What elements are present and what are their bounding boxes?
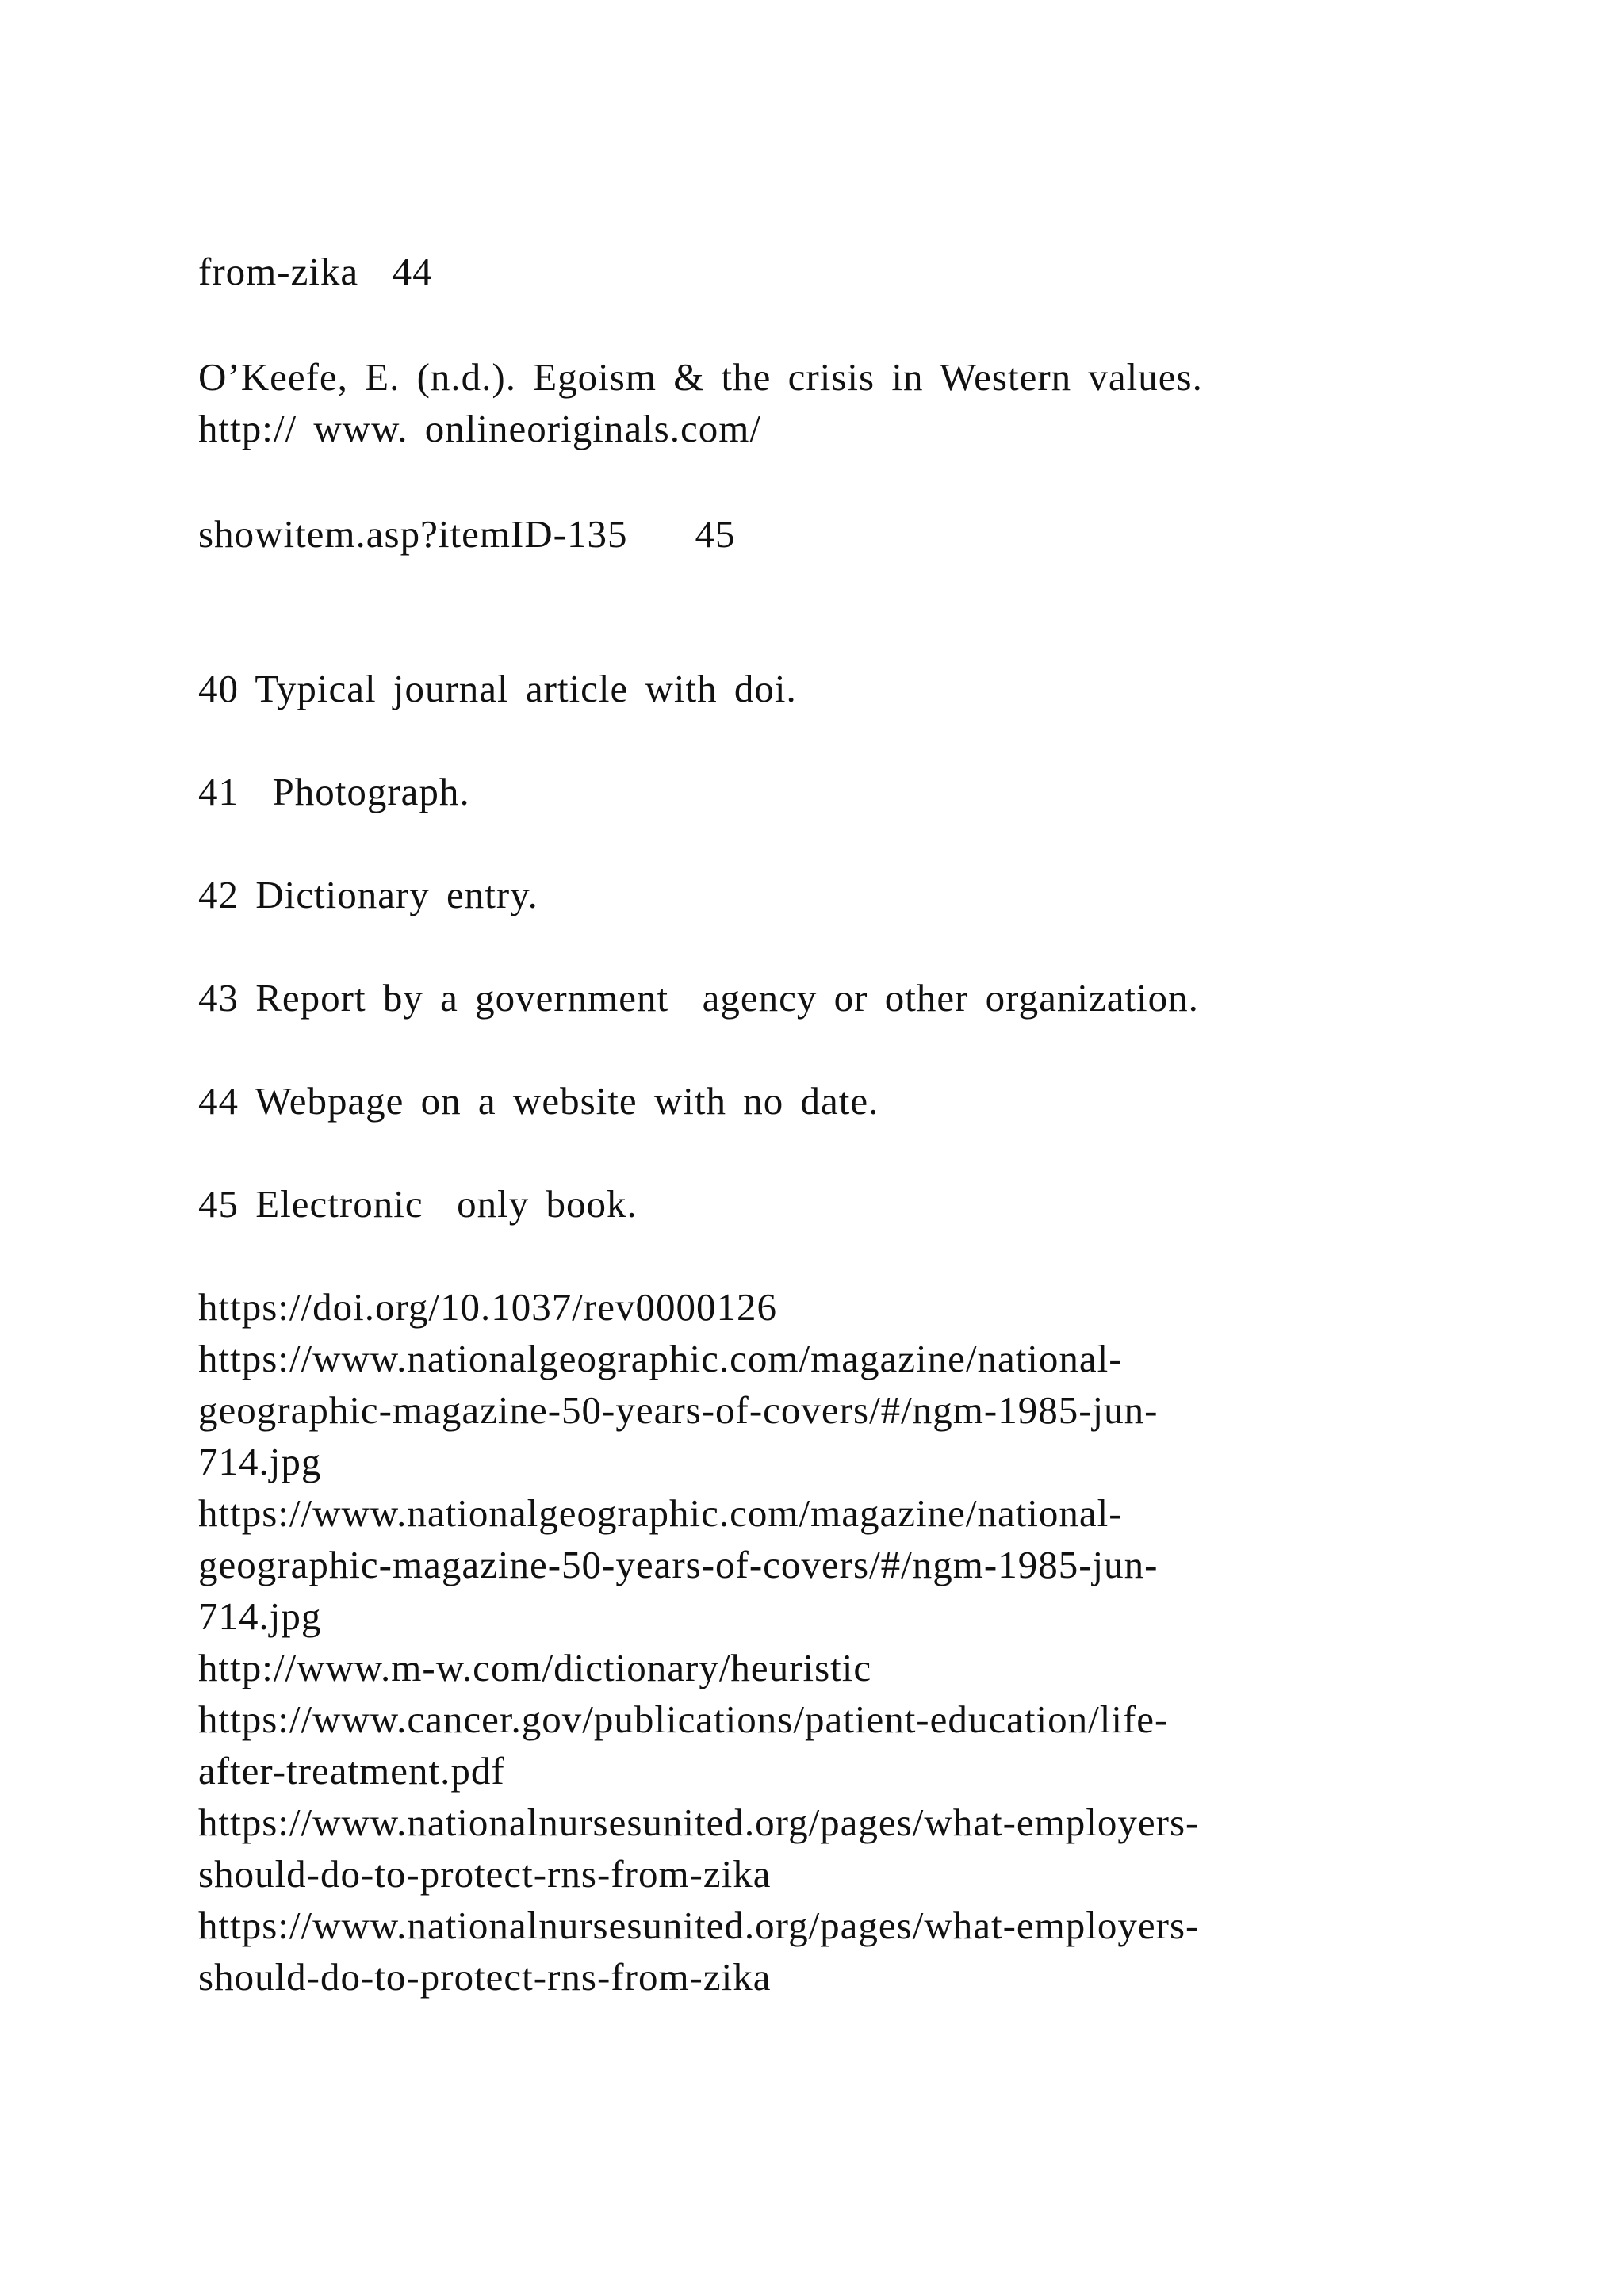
blank-line bbox=[198, 297, 1435, 351]
url-line: 714.jpg bbox=[198, 1440, 322, 1483]
reference-line: O’Keefe, E. (n.d.). Egoism & the crisis in Western values. bbox=[198, 355, 1203, 399]
url-line: https://www.nationalgeographic.com/magazine/national- bbox=[198, 1491, 1123, 1535]
url-line: https://doi.org/10.1037/rev0000126 bbox=[198, 1285, 777, 1329]
url-line: geographic-magazine-50-years-of-covers/#/ngm-1985-jun- bbox=[198, 1543, 1159, 1586]
reference-url-line: http:// www. onlineoriginals.com/ bbox=[198, 407, 761, 450]
section-gap bbox=[198, 560, 1435, 663]
url-list bbox=[198, 1281, 1435, 2003]
url-line: should-do-to-protect-rns-from-zika bbox=[198, 1955, 772, 1999]
url-line: https://www.nationalgeographic.com/magazine/national- bbox=[198, 1337, 1123, 1380]
note-41: 41 Photograph. bbox=[198, 770, 470, 813]
url-line: should-do-to-protect-rns-from-zika bbox=[198, 1852, 772, 1896]
url-line: 714.jpg bbox=[198, 1594, 322, 1638]
notes-list bbox=[198, 663, 1435, 1230]
continuation-line: from-zika 44 bbox=[198, 250, 433, 293]
url-line: geographic-magazine-50-years-of-covers/#/ngm-1985-jun- bbox=[198, 1388, 1159, 1432]
note-45: 45 Electronic only book. bbox=[198, 1182, 638, 1226]
url-line: https://www.nationalnursesunited.org/pages/what-employers- bbox=[198, 1904, 1200, 1947]
url-line: after-treatment.pdf bbox=[198, 1749, 505, 1793]
reference-url-continuation-line: showitem.asp?itemID-135 45 bbox=[198, 512, 736, 556]
document-content bbox=[198, 246, 1435, 2003]
note-43: 43 Report by a government agency or other organization. bbox=[198, 976, 1199, 1020]
url-line: https://www.cancer.gov/publications/patient-education/life- bbox=[198, 1697, 1169, 1741]
note-40: 40 Typical journal article with doi. bbox=[198, 667, 797, 710]
note-42: 42 Dictionary entry. bbox=[198, 873, 538, 916]
url-line: http://www.m-w.com/dictionary/heuristic bbox=[198, 1646, 872, 1689]
blank-line bbox=[198, 454, 1435, 508]
url-line: https://www.nationalnursesunited.org/pages/what-employers- bbox=[198, 1800, 1200, 1844]
blank-line bbox=[198, 1230, 1435, 1281]
note-44: 44 Webpage on a website with no date. bbox=[198, 1079, 879, 1123]
